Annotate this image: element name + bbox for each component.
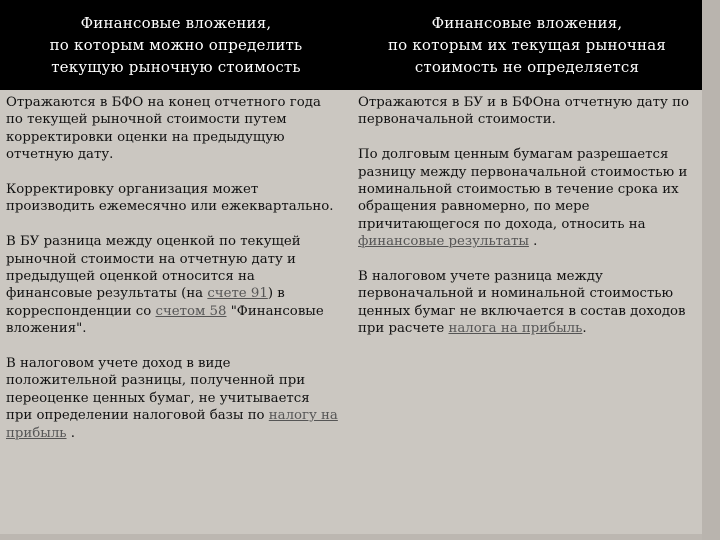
header-right-line2: по которым их текущая рыночная — [387, 36, 667, 54]
right-paragraph-3 — [358, 268, 694, 338]
table-body — [0, 90, 702, 540]
profit-tax-link-left[interactable]: налогу на прибыль — [6, 408, 338, 441]
right-p3-text-2: . — [582, 321, 587, 337]
header-left-line1: Финансовые вложения, — [80, 14, 272, 32]
left-p4-text-1: В налоговом учете доход в виде положительной разницы, полученной при переоценке ценных бумаг, не учитывается при определении налоговой базы по — [6, 356, 310, 424]
right-p2-text-2: . — [528, 234, 538, 250]
left-paragraph-1: Отражаются в БФО на конец отчетного года по текущей рыночной стоимости путем корректировки оценки на предыдущую отчетную дату. — [6, 95, 321, 163]
right-paragraph-2 — [358, 146, 694, 250]
left-column — [6, 94, 340, 459]
table-header — [0, 0, 702, 90]
account-91-link[interactable]: счете 91 — [207, 286, 268, 302]
financial-results-link[interactable]: финансовые результаты — [358, 234, 529, 250]
header-right-line3: стоимость не определяется — [414, 58, 640, 76]
bottom-edge-bar — [0, 534, 702, 540]
left-p3-text-1: В БУ разница между оценкой по текущей рыночной стоимости на отчетную дату и предыдущей оценкой относится на финансовые результаты (на — [6, 234, 301, 302]
account-58-link[interactable]: счетом 58 — [155, 303, 227, 319]
left-paragraph-2: Корректировку организация может производить ежемесячно или ежеквартально. — [6, 182, 334, 215]
right-p2-text-1: По долговым ценным бумагам разрешается разницу между первоначальной стоимостью и номинальной стоимостью в течение срока их обращения равномерно, по мере причитающегося по дохода, относить на — [358, 147, 688, 232]
header-left-line3: текущую рыночную стоимость — [51, 58, 301, 76]
header-right — [352, 12, 702, 78]
left-p3-text-3: "Финансовые вложения". — [6, 303, 324, 337]
header-left — [0, 12, 352, 78]
right-paragraph-1: Отражаются в БУ и в БФОна отчетную дату по первоначальной стоимости. — [358, 95, 689, 128]
left-p4-text-2: . — [66, 425, 75, 441]
right-column — [358, 94, 694, 355]
right-p3-text-1: В налоговом учете разница между первоначальной и номинальной стоимостью ценных бумаг не включается в состав доходов при расчете — [358, 269, 686, 337]
header-right-line1: Финансовые вложения, — [431, 14, 623, 32]
right-edge-bar — [702, 0, 720, 540]
profit-tax-link-right[interactable]: налога на прибыль — [448, 321, 583, 337]
left-p3-text-2: ) в корреспонденции со — [6, 286, 285, 319]
left-paragraph-4 — [6, 355, 340, 442]
left-paragraph-3 — [6, 233, 340, 337]
header-left-line2: по которым можно определить — [49, 36, 303, 54]
